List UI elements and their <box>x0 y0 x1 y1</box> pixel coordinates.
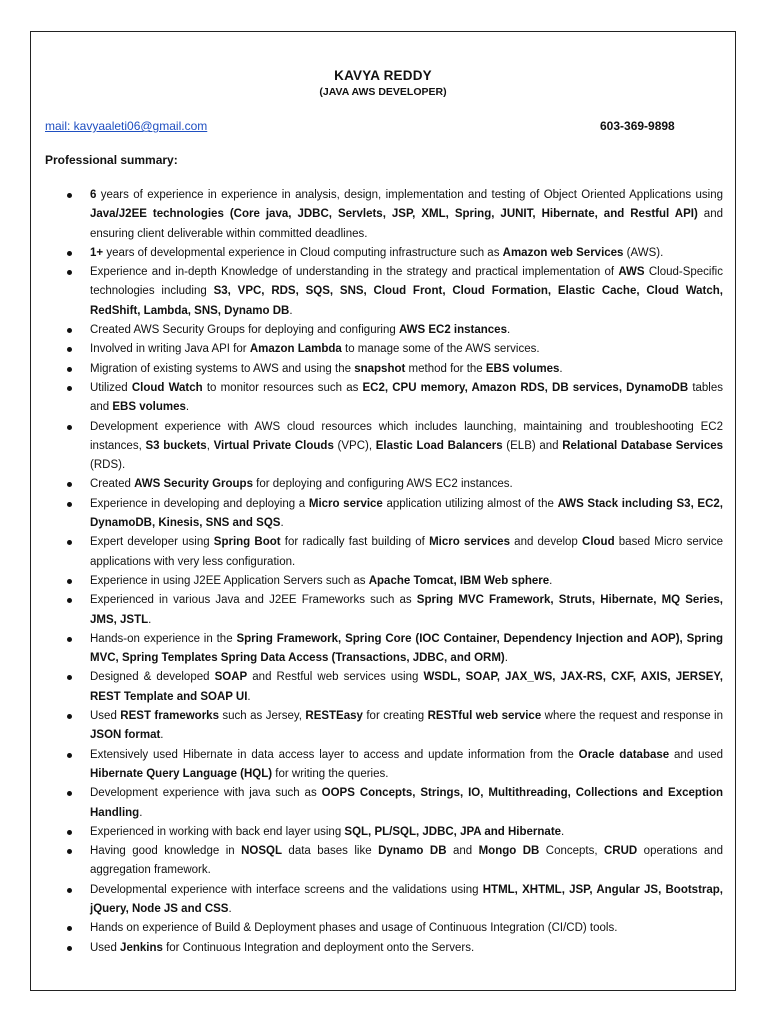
bold-text: WSDL, SOAP, JAX_WS, JAX-RS, CXF, AXIS, JERSEY, REST Template and SOAP UI <box>90 671 724 703</box>
bold-text: EC2, CPU memory, Amazon RDS, DB services, DynamoDB <box>362 381 689 394</box>
bold-text: Amazon web Services <box>502 246 624 259</box>
bold-text: AWS EC2 instances <box>398 324 507 337</box>
summary-bullet-item: Migration of existing systems to AWS and using the snapshot method for the EBS volumes. <box>65 360 723 379</box>
bold-text: Elastic Load Balancers <box>375 439 503 452</box>
bold-text: OOPS Concepts, Strings, IO, Multithreading, Collections and Exception Handling <box>90 787 723 819</box>
summary-bullet-item: Experience in developing and deploying a Micro service application utilizing almost of the AWS Stack including S3, EC2, DynamoDB, Kinesis, SNS and SQS. <box>65 495 723 534</box>
summary-bullet-item: Experienced in various Java and J2EE Frameworks such as Spring MVC Framework, Struts, Hibernate, MQ Series, JMS, JSTL. <box>65 591 723 630</box>
bold-text: AWS <box>618 266 645 279</box>
bold-text: snapshot <box>354 362 406 375</box>
summary-bullet-item: Used REST frameworks such as Jersey, RESTEasy for creating RESTful web service where the request and response in JSON format. <box>65 707 723 746</box>
bold-text: Oracle database <box>578 748 670 761</box>
bold-text: Spring Framework, Spring Core (IOC Container, Dependency Injection and AOP), Spring MVC, Spring Templates Spring Data Access (Transactions, JDBC, and ORM) <box>90 632 723 665</box>
bold-text: AWS Security Groups <box>134 478 253 491</box>
summary-bullet-item: Experience in using J2EE Application Servers such as Apache Tomcat, IBM Web sphere. <box>65 572 723 591</box>
bold-text: Jenkins <box>120 941 163 954</box>
email-link[interactable]: mail: kavyaaleti06@gmail.com <box>45 119 208 133</box>
bold-text: Virtual Private Clouds <box>213 439 334 452</box>
bold-text: RESTful web service <box>427 710 542 723</box>
bold-text: Cloud Watch <box>131 381 203 394</box>
summary-bullet-item: Experienced in working with back end layer using SQL, PL/SQL, JDBC, JPA and Hibernate. <box>65 823 723 842</box>
bold-text: Cloud <box>582 536 615 549</box>
summary-bullet-item: Developmental experience with interface screens and the validations using HTML, XHTML, JSP, Angular JS, Bootstrap, jQuery, Node JS and CSS. <box>65 881 723 920</box>
bold-text: Spring MVC Framework, Struts, Hibernate, MQ Series, JMS, JSTL <box>90 594 723 626</box>
summary-bullet-item: Development experience with java such as OOPS Concepts, Strings, IO, Multithreading, Collections and Exception Handling. <box>65 784 723 823</box>
section-heading-professional-summary: Professional summary: <box>45 153 178 167</box>
resume-page <box>30 31 736 991</box>
summary-bullet-item: Extensively used Hibernate in data access layer to access and update information from the Oracle database and used Hibernate Query Language (HQL) for writing the queries. <box>65 746 723 785</box>
summary-bullet-item: Utilized Cloud Watch to monitor resources such as EC2, CPU memory, Amazon RDS, DB services, DynamoDB tables and EBS volumes. <box>65 379 723 418</box>
phone-number: 603-369-9898 <box>600 119 675 133</box>
bold-text: 1+ <box>90 246 104 259</box>
bold-text: JSON format <box>90 729 161 742</box>
bold-text: Java/J2EE technologies (Core java, JDBC, Servlets, JSP, XML, Spring, JUNIT, Hibernate, and Restful API) <box>90 208 698 221</box>
bold-text: SQL, PL/SQL, JDBC, JPA and Hibernate <box>344 825 562 838</box>
summary-bullet-item: Experience and in-depth Knowledge of understanding in the strategy and practical implementation of AWS Cloud-Specific technologies including S3, VPC, RDS, SQS, SNS, Cloud Front, Cloud Formation, Elastic Cache, Cloud Watch, RedShift, Lambda, SNS, Dynamo DB. <box>65 263 723 321</box>
bold-text: SOAP <box>214 671 248 684</box>
summary-bullet-item: Created AWS Security Groups for deploying and configuring AWS EC2 instances. <box>65 321 723 340</box>
summary-bullet-item: Used Jenkins for Continuous Integration and deployment onto the Servers. <box>65 939 723 958</box>
bold-text: Spring Boot <box>213 536 281 549</box>
candidate-name: KAVYA REDDY <box>334 68 432 83</box>
summary-bullet-item: 1+ years of developmental experience in Cloud computing infrastructure such as Amazon web Services (AWS). <box>65 244 723 263</box>
bold-text: Micro service <box>308 497 383 510</box>
summary-bullet-item: Expert developer using Spring Boot for radically fast building of Micro services and develop Cloud based Micro service applications with very less configuration. <box>65 533 723 572</box>
bold-text: Hibernate Query Language (HQL) <box>90 767 273 780</box>
summary-bullet-item: Hands-on experience in the Spring Framework, Spring Core (IOC Container, Dependency Injection and AOP), Spring MVC, Spring Templates Spring Data Access (Transactions, JDBC, and ORM). <box>65 630 723 669</box>
summary-bullet-item: Having good knowledge in NOSQL data bases like Dynamo DB and Mongo DB Concepts, CRUD operations and aggregation framework. <box>65 842 723 881</box>
bold-text: Amazon Lambda <box>249 343 342 356</box>
bold-text: EBS volumes <box>485 362 560 375</box>
summary-bullet-item: Involved in writing Java API for Amazon Lambda to manage some of the AWS services. <box>65 340 723 359</box>
bold-text: Mongo DB <box>478 845 540 858</box>
professional-summary-list <box>65 186 723 958</box>
summary-bullet-item: Designed & developed SOAP and Restful web services using WSDL, SOAP, JAX_WS, JAX-RS, CXF, AXIS, JERSEY, REST Template and SOAP UI. <box>65 668 723 707</box>
bold-text: EBS volumes <box>112 401 186 414</box>
candidate-role: (JAVA AWS DEVELOPER) <box>319 86 447 98</box>
summary-bullet-item: Hands on experience of Build & Deployment phases and usage of Continuous Integration (CI/CD) tools. <box>65 919 723 938</box>
bold-text: Micro services <box>429 536 510 549</box>
bold-text: HTML, XHTML, JSP, Angular JS, Bootstrap, jQuery, Node JS and CSS <box>90 883 723 915</box>
bold-text: Apache Tomcat, IBM Web sphere <box>368 574 550 587</box>
bold-text: RESTEasy <box>305 710 363 723</box>
summary-bullet-item: Created AWS Security Groups for deploying and configuring AWS EC2 instances. <box>65 475 723 494</box>
bold-text: CRUD <box>604 845 638 858</box>
bold-text: Dynamo DB <box>378 845 447 858</box>
bold-text: S3, VPC, RDS, SQS, SNS, Cloud Front, Cloud Formation, Elastic Cache, Cloud Watch, RedShift, Lambda, SNS, Dynamo DB <box>90 285 723 317</box>
bold-text: NOSQL <box>241 845 282 858</box>
bold-text: AWS Stack including S3, EC2, DynamoDB, Kinesis, SNS and SQS <box>90 497 723 530</box>
bold-text: Relational Database Services <box>562 439 724 452</box>
bold-text: S3 buckets <box>145 439 207 452</box>
bold-text: REST frameworks <box>120 710 219 723</box>
bold-text: 6 <box>90 189 97 201</box>
summary-bullet-item: Development experience with AWS cloud resources which includes launching, maintaining and troubleshooting EC2 instances, S3 buckets, Virtual Private Clouds (VPC), Elastic Load Balancers (ELB) and Relational Database Services (RDS). <box>65 418 723 476</box>
summary-bullet-item: 6 years of experience in experience in analysis, design, implementation and testing of Object Oriented Applications using Java/J2EE technologies (Core java, JDBC, Servlets, JSP, XML, Spring, JUNIT, Hibernate, and Restful API) and ensuring client deliverable within committed deadlines. <box>65 186 723 244</box>
